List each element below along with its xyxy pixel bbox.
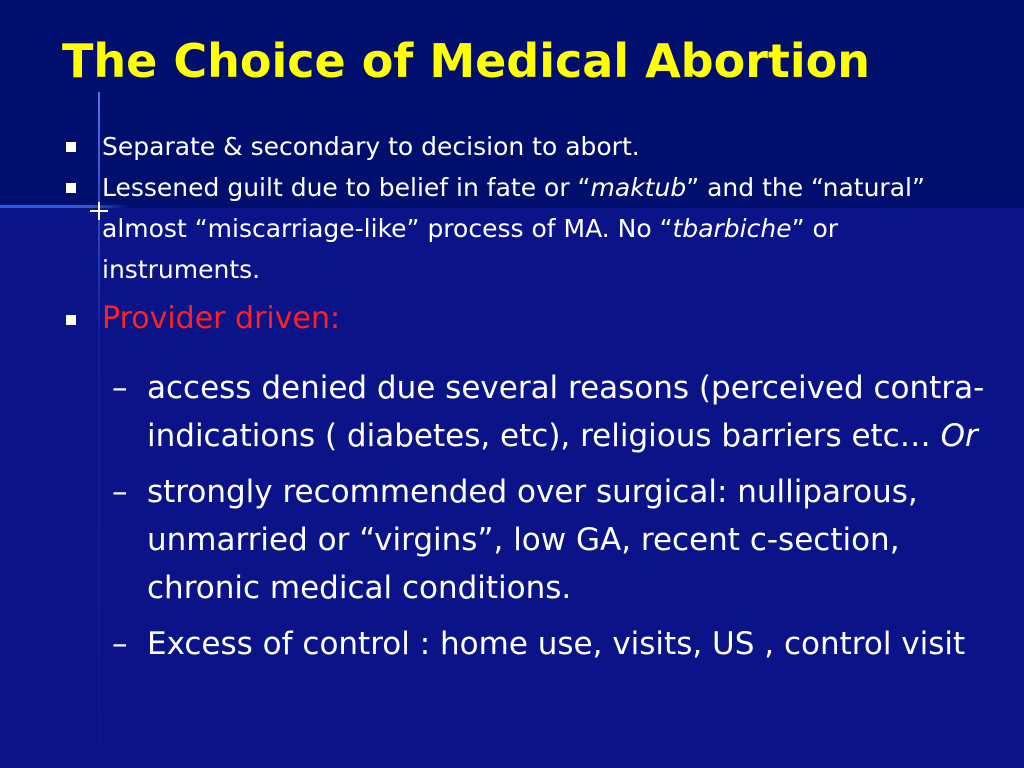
- square-bullet-icon: [66, 315, 76, 325]
- square-bullet-icon: [66, 183, 76, 193]
- sub-bullet-text: access denied due several reasons (perceived contra-indications ( diabetes, etc), religious barriers etc…: [147, 370, 985, 454]
- bullet-item-separate: [62, 126, 962, 167]
- bullet-italic-term: tbarbiche: [672, 214, 792, 243]
- sub-bullet-text: Excess of control : home use, visits, US , control visit: [147, 626, 966, 662]
- dash-bullet-icon: –: [112, 626, 128, 662]
- bullet-italic-term: maktub: [590, 173, 687, 202]
- slide-title: The Choice of Medical Abortion: [62, 34, 871, 88]
- bullet-item-guilt: [62, 167, 962, 290]
- bullet-text-part: ” and the “natural” almost “miscarriage-like” process of MA. No “: [102, 173, 925, 243]
- square-bullet-icon: [66, 142, 76, 152]
- dash-bullet-icon: –: [112, 474, 128, 510]
- sub-bullet-control: [112, 620, 992, 668]
- bullet-text: Provider driven:: [102, 301, 341, 336]
- sub-bullet-list: [112, 364, 992, 676]
- sub-bullet-text: strongly recommended over surgical: nulliparous, unmarried or “virgins”, low GA, recent c-section, chronic medical conditions.: [147, 474, 918, 606]
- bullet-item-provider: [62, 294, 962, 344]
- bullet-list: [62, 126, 962, 344]
- sub-bullet-recommended: [112, 468, 992, 612]
- sub-bullet-access: [112, 364, 992, 460]
- bullet-text-part: Lessened guilt due to belief in fate or “: [102, 173, 591, 202]
- dash-bullet-icon: –: [112, 370, 128, 406]
- bullet-text-part: ” or instruments.: [102, 214, 839, 284]
- sub-bullet-italic: Or: [940, 418, 978, 454]
- bullet-text: Separate & secondary to decision to abort.: [102, 132, 640, 161]
